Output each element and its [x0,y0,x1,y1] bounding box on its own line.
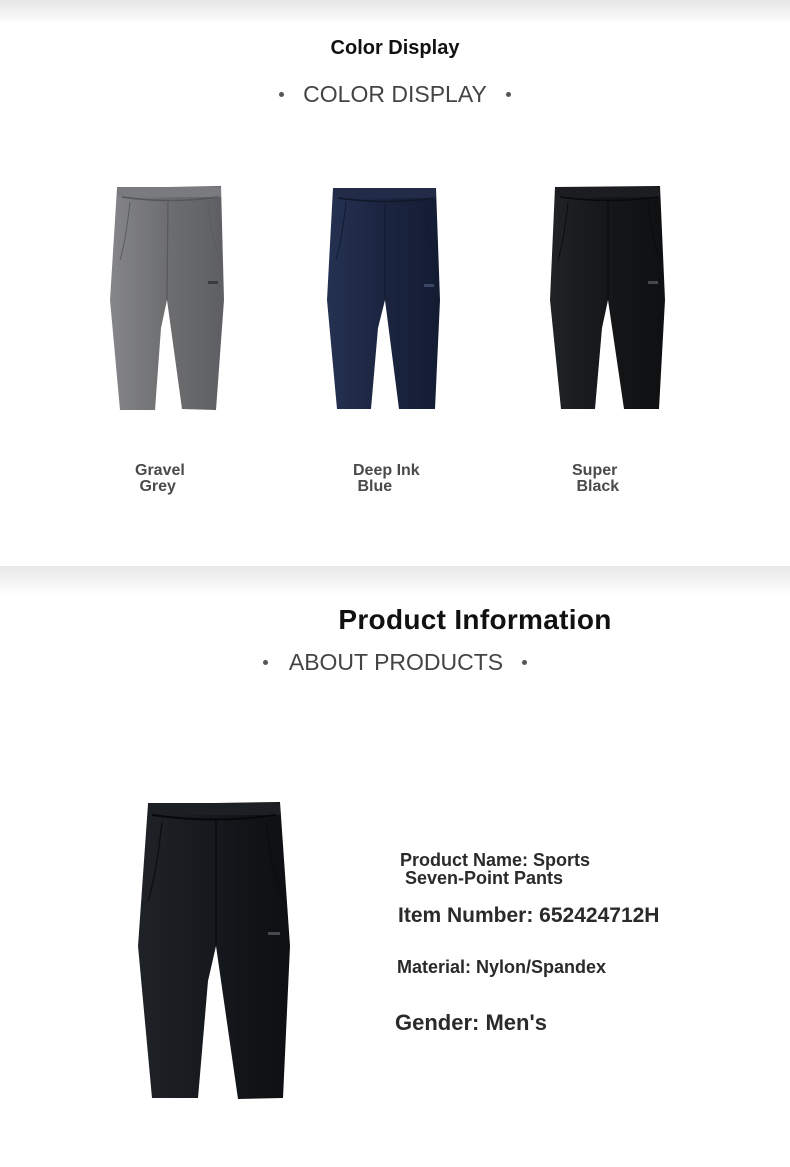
color-section-subtitle [0,79,790,109]
swatch-label-super-black: Super Black [572,462,620,495]
swatch-image-deep-ink-blue[interactable] [318,180,450,418]
bullet-dot-icon [522,660,527,665]
product-name: Product Name: Sports Seven-Point Pants [400,850,591,888]
gender: Gender: Men's [395,1010,547,1035]
product-image [128,796,298,1108]
swatch-label-gravel-grey: Gravel Grey [135,462,185,495]
product-section-title: Product Information [338,604,612,635]
bullet-dot-icon [279,92,284,97]
bullet-dot-icon [263,660,268,665]
material: Material: Nylon/Spandex [397,957,607,977]
top-divider-shadow [0,0,790,24]
swatch-image-gravel-grey[interactable] [100,180,232,418]
color-section-subtitle-text: COLOR DISPLAY [303,80,487,107]
section-divider-shadow [0,566,790,596]
color-section-title: Color Display [330,37,460,59]
swatch-image-super-black[interactable] [540,180,672,418]
product-section-subtitle-text: ABOUT PRODUCTS [288,648,504,675]
bullet-dot-icon [506,92,511,97]
swatch-label-deep-ink-blue: Deep Ink Blue [353,462,420,495]
product-section-subtitle [0,647,790,677]
item-number: Item Number: 652424712H [398,904,660,927]
